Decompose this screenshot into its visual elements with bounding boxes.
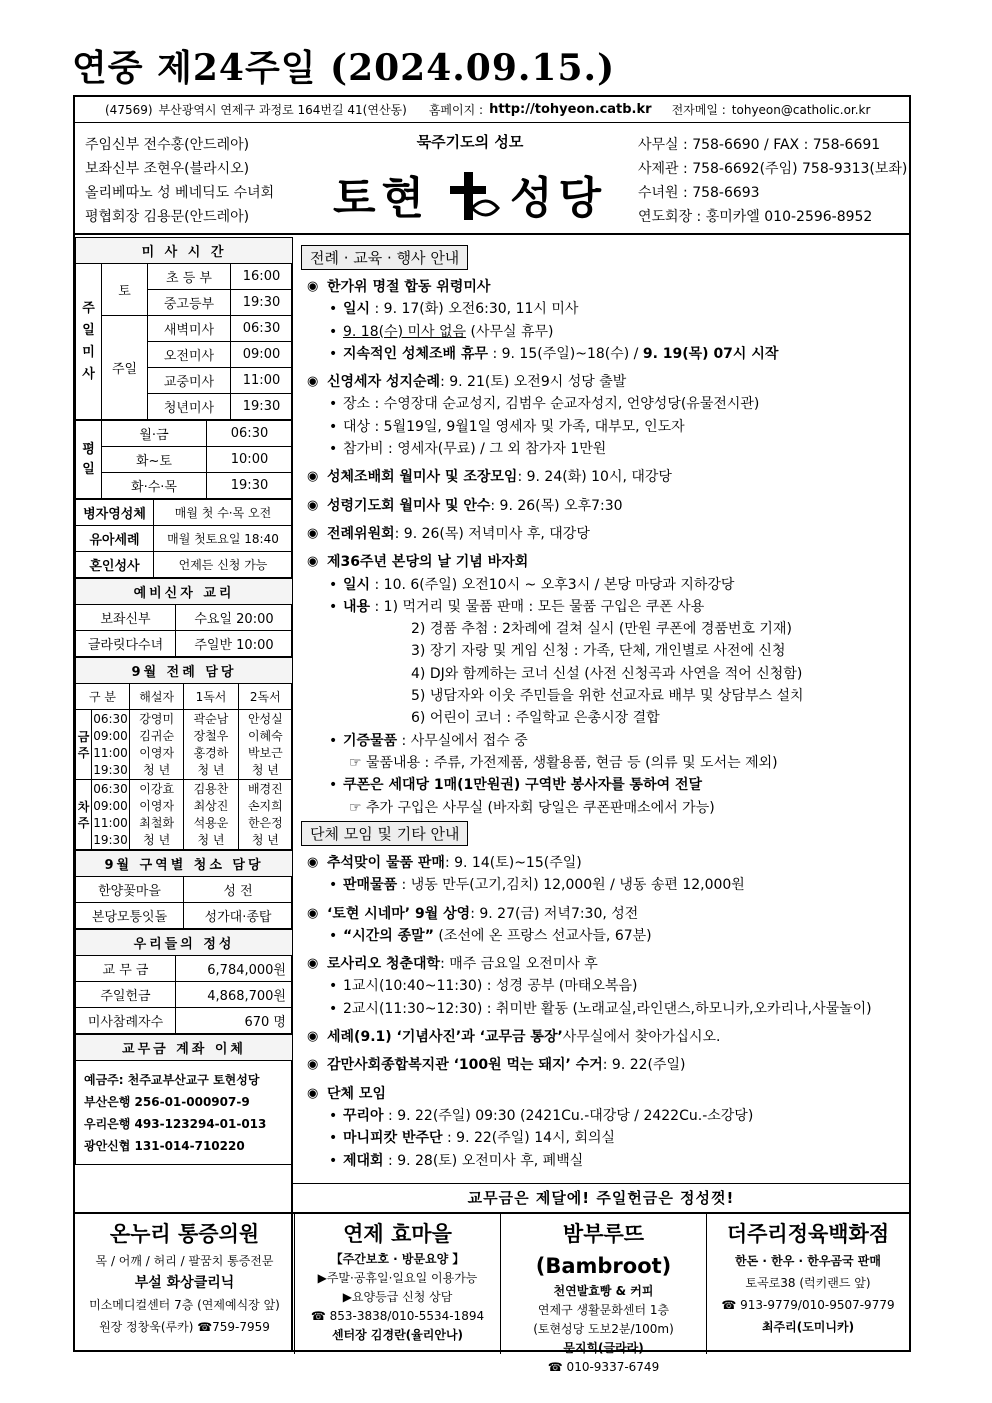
mass-time: 19:30 [231,394,293,420]
notice-item [307,1127,872,1149]
contact-line: 연도회장 : 홍미카엘 010-2596-8952 [638,209,873,225]
notice-item-text: 1교시(10:40~11:30) : 성경 공부 (마태오복음) [343,978,638,995]
mass-name: 오전미사 [148,342,231,368]
mass-name: 새벽미사 [148,316,231,342]
liturgy-notices [307,276,804,819]
page-title: 연중 제24주일 (2024.09.15.) [72,47,616,89]
person: 청 년 [197,832,225,847]
account-title: 교무금 계좌 이체 [76,1035,293,1061]
bullet-circle-icon: ◉ [307,554,319,570]
church-logo [320,162,620,226]
commentator-cell [130,710,184,780]
mass-name: 교중미사 [148,368,231,394]
staff-line: 올리베따노 성 베네딕도 수녀회 [85,185,275,201]
notice-item-key: 일시 [343,576,371,593]
cleaning-area: 한양꽃마을 [76,877,184,903]
notice-heading-text: 제36주년 본당의 날 기념 바자회 [327,554,529,571]
mass-name: 청년미사 [148,394,231,420]
person: 최철화 [139,815,175,830]
bank-account: 부산은행 256-01-000907-9 [84,1094,250,1109]
notice-heading-detail: : 9. 21(토) 오전9시 성당 출발 [440,374,627,391]
ad-line: ▶요양등급 신청 상담 [342,1290,453,1304]
street-address: 부산광역시 연제구 과정로 164번길 41(연산동) [158,103,407,117]
account-info [76,1061,293,1165]
notice-subitem: 5) 냉담자와 이웃 주민들을 위한 선교자료 배부 및 상담부스 설치 [411,688,804,705]
offering-title: 우리들의 정성 [76,930,293,956]
notice-heading [307,276,804,298]
contact-line: 사제관 : 758-6692(주임) 758-9313(보좌) [638,161,908,177]
notice-item-text: : 9. 28(토) 오전미사 후, 폐백실 [383,1152,584,1169]
notice-heading [307,523,804,545]
time: 06:30 [93,781,128,796]
bullet-circle-icon: ◉ [307,1029,319,1045]
contact-line: 수녀원 : 758-6693 [638,185,760,201]
mass-time: 09:00 [231,342,293,368]
offering-value: 6,784,000원 [176,956,293,982]
notice-item [307,1150,872,1172]
ad-clinic [75,1214,295,1354]
ad-line: ▶주말·공휴일·일요일 이용가능 [317,1271,478,1285]
mass-schedule-table [75,237,293,420]
ad-line: 목 / 어깨 / 허리 / 팔꿈치 통증전문 [95,1254,274,1268]
catechumen-name: 글라릿다수녀 [76,631,176,657]
bank-account: 우리은행 493-123294-01-013 [84,1116,267,1131]
liturgy-header: 구 분 [76,684,130,710]
ad-bakery [501,1214,707,1374]
offering-value: 670 명 [176,1008,293,1034]
notice-item-text: 2교시(11:30~12:30) : 취미반 활동 (노래교실,라인댄스,하모니카,오카리나,사물놀이) [343,1000,872,1017]
ads-row [75,1212,909,1374]
notice-heading-detail: 사무실에서 찾아가십시오. [562,1029,721,1046]
notice-item [307,975,872,997]
person: 석용운 [193,815,229,830]
person: 청 년 [251,762,279,777]
week-label: 차주 [76,780,92,850]
bulletin-frame [73,95,911,1374]
notice-item [307,730,804,752]
left-column [75,237,293,1352]
ad-name: 연제 효마을 [343,1222,452,1246]
ad-line: 부설 화상클리닉 [134,1275,235,1291]
notice-heading-text: 추석맞이 물품 판매 [327,855,445,871]
logo-text-left: 토현 [332,173,430,224]
cross-fish-icon [438,164,502,224]
bullet-circle-icon: ◉ [307,905,319,921]
notice-heading [307,852,872,874]
notice-heading-text: 로사리오 청춘대학 [327,956,441,973]
bullet-circle-icon: ◉ [307,1057,319,1073]
notice-item [307,298,804,320]
time: 19:30 [93,832,128,847]
ad-line: 토곡로38 (럭키랜드 앞) [745,1276,871,1290]
notice-item [307,998,872,1020]
notice-subitem: 4) DJ와 함께하는 코너 신설 (사전 신청곡과 사연을 적어 신청함) [411,665,803,682]
offering-name: 교 무 금 [76,956,176,982]
notice-heading-text: 성체조배회 월미사 및 조장모임 [327,469,518,486]
liturgy-header: 1독서 [184,684,238,710]
contact-line: 사무실 : 758-6690 / FAX : 758-6691 [638,137,881,153]
mass-time: 11:00 [231,368,293,394]
mass-name: 초 등 부 [148,264,231,290]
ad-line: 한돈 · 한우 · 한우곰국 판매 [735,1254,881,1268]
time: 06:30 [93,711,128,726]
notice-item-key: 판매물품 [343,877,398,894]
offering-name: 미사참례자수 [76,1008,176,1034]
notice-item-key: 마니피캇 반주단 [343,1130,443,1147]
ad-name: 더주리정육백화점 [726,1222,890,1246]
person: 박보근 [247,745,283,760]
person: 한은정 [247,815,283,830]
notice-item-key: 기증물품 [343,732,398,749]
notice-heading [307,953,872,975]
bullet-circle-icon: ◉ [307,497,319,513]
mass-name: 화·수·목 [102,473,207,499]
homepage-link[interactable]: http://tohyeon.catb.kr [489,102,652,117]
notice-heading [307,495,804,517]
sunday-mass-label: 주일미사 [76,264,102,420]
account-holder: 예금주: 천주교부산교구 토현성당 [84,1072,260,1087]
cleaning-place: 성 전 [184,877,293,903]
bullet-circle-icon: ◉ [307,525,319,541]
person: 청 년 [197,762,225,777]
weekday-label: 평일 [76,421,102,499]
ad-name: 밤부루뜨(Bambroot) [535,1222,672,1278]
notice-heading [307,1083,872,1105]
person: 홍경하 [193,745,229,760]
person: 곽순남 [193,711,229,726]
liturgy-times [92,710,130,780]
notice-subitem: 2) 경품 추첨 : 2차례에 걸쳐 실시 (만원 쿠폰에 경품번호 기재) [411,621,792,638]
ad-line: 연제구 생활문화센터 1층 [537,1303,670,1317]
postal-code: (47569) [105,102,153,117]
notice-heading-text: 성령기도회 월미사 및 안수 [327,497,491,514]
liturgy-times [92,780,130,850]
section-title-groups: 단체 모임 및 기타 안내 [301,821,468,846]
notice-item [307,416,804,438]
contact-list [638,133,907,229]
person: 청 년 [251,832,279,847]
ad-line: 센터장 김경란(율리안나) [331,1328,464,1342]
sunday-label: 주일 [102,316,148,420]
liturgy-header: 해설자 [130,684,184,710]
notice-heading-text: 한가위 명절 합동 위령미사 [327,279,491,295]
time: 09:00 [93,798,128,813]
notice-item [307,874,872,896]
notice-item-text: (사무실 휴무) [466,323,554,340]
notice-heading [307,1054,872,1076]
notice-item-key: “시간의 종말” [343,927,434,944]
slogan-bar: 교무금은 제달에! 주일헌금은 정성껏! [293,1183,909,1212]
notice-heading-text: ‘토현 시네마’ 9월 상영 [327,905,471,922]
notice-heading-text: 신영세자 성지순례 [327,374,441,391]
notice-item-text: : 9. 22(주일) 14시, 회의실 [442,1130,616,1147]
ad-line: 천연발효빵 & 커피 [553,1284,654,1298]
notice-item [307,774,804,796]
notice-item-text: : 사무실에서 접수 중 [397,732,528,749]
cleaning-table [75,850,293,929]
mass-time: 19:30 [231,290,293,316]
reading1-cell [184,710,238,780]
mass-time: 16:00 [231,264,293,290]
sacrament-name: 병자영성체 [76,500,154,526]
notice-item [307,321,804,343]
catechumen-title: 예비신자 교리 [76,579,293,605]
sacrament-value: 매월 첫 수·목 오전 [154,500,293,526]
bullet-circle-icon: ◉ [307,279,319,294]
notice-heading-detail: : 9. 26(목) 오후7:30 [490,497,623,514]
ad-line: ☎ 853-3838/010-5534-1894 [310,1309,485,1323]
notice-heading-text: 단체 모임 [327,1085,386,1102]
catechumen-value: 주일반 10:00 [176,631,293,657]
staff-line: 평협회장 김용문(안드레아) [85,209,250,225]
notice-subitem: 6) 어린이 코너 : 주일학교 은총시장 결합 [411,710,660,727]
cleaning-place: 성가대·종탑 [184,903,293,929]
notice-item-key: 내용 [343,598,371,615]
mass-time: 19:30 [207,473,293,499]
offering-table [75,929,293,1034]
catechumen-table [75,578,293,657]
notice-item [307,596,804,618]
ad-line: 문지희(글라라) [563,1341,644,1355]
homepage-label: 홈페이지 : [428,103,484,117]
notice-item [307,343,804,365]
bullet-circle-icon: ◉ [307,855,319,870]
person: 청 년 [143,832,171,847]
cleaning-area: 본당모퉁잇돌 [76,903,184,929]
staff-line: 보좌신부 조현우(블라시오) [85,161,250,177]
notice-item-key: 제대회 [343,1152,384,1169]
staff-line: 주임신부 전수홍(안드레아) [85,137,250,153]
notice-heading [307,466,804,488]
mass-name: 중고등부 [148,290,231,316]
right-column [293,237,909,1183]
person: 배경진 [247,781,283,796]
ad-line: 미소메디컬센터 7층 (연제예식장 앞) [89,1298,280,1312]
email-label: 전자메일 : [671,103,726,117]
notice-item-key: 9. 19(목) 07시 시작 [642,345,779,362]
notice-note: ☞ 추가 구입은 사무실 (바자회 당일은 쿠폰판매소에서 가능) [349,799,715,816]
catechumen-name: 보좌신부 [76,605,176,631]
notice-item [307,438,804,460]
person: 이강효 [139,781,175,796]
sacrament-value: 언제든 신청 가능 [154,552,293,578]
person: 최상진 [193,798,229,813]
liturgy-header: 2독서 [238,684,292,710]
notice-item-key: 지속적인 성체조배 휴무 [343,345,488,362]
sacrament-table [75,499,293,578]
person: 청 년 [143,762,171,777]
notice-heading-detail: : 9. 27(금) 저녁7:30, 성전 [470,905,639,922]
person: 손지희 [247,798,283,813]
mass-time: 10:00 [207,447,293,473]
mass-name: 화~토 [102,447,207,473]
time: 09:00 [93,728,128,743]
notice-item-key: 쿠폰은 세대당 1매(1만원권) 구역반 봉사자를 통하여 전달 [343,777,703,794]
bank-account: 광안신협 131-014-710220 [84,1138,245,1153]
cleaning-title: 9월 구역별 청소 담당 [76,851,293,877]
time: 19:30 [93,762,128,777]
notice-heading-text: 감만사회종합복지관 ‘100원 먹는 돼지’ 수거 [327,1057,603,1074]
sacrament-name: 혼인성사 [76,552,154,578]
notice-heading-detail: : 9. 26(목) 저녁미사 후, 대강당 [394,525,590,542]
person: 안성실 [247,711,283,726]
ad-line: 원장 정창욱(루카) ☎759-7959 [99,1320,270,1334]
notice-item-text: : 1) 먹거리 및 물품 판매 : 모든 물품 구입은 쿠폰 사용 [370,598,705,615]
notice-heading [307,371,804,393]
catechumen-value: 수요일 20:00 [176,605,293,631]
ad-line: 최주리(도미니카) [761,1320,855,1334]
liturgy-title: 9월 전례 담당 [76,658,293,684]
group-notices [307,852,872,1172]
liturgy-table [75,657,293,850]
bullet-circle-icon: ◉ [307,1085,319,1101]
offering-value: 4,868,700원 [176,982,293,1008]
ad-butcher [707,1214,909,1354]
bullet-circle-icon: ◉ [307,374,319,390]
notice-item-text: : 9. 22(주일) 09:30 (2421Cu.-대강당 / 2422Cu.-소강당) [383,1107,754,1124]
reading2-cell [238,780,292,850]
staff-list [85,133,274,229]
notice-heading-text: 전례위원회 [327,525,395,542]
person: 이영자 [139,798,175,813]
person: 이영자 [139,745,175,760]
logo-text-right: 성당 [510,173,608,224]
bullet-circle-icon: ◉ [307,469,319,485]
notice-item-text: : 9. 15(주일)~18(수) / [488,345,643,362]
email-link[interactable]: tohyeon@catholic.or.kr [731,102,871,117]
ad-line: ☎ 010-9337-6749 [547,1360,660,1374]
person: 김귀순 [139,728,175,743]
header [75,123,909,235]
weekday-mass-table [75,420,293,499]
ad-name: 온누리 통증의원 [109,1222,260,1246]
person: 이혜숙 [247,728,283,743]
church-logo-block [320,127,620,227]
notice-heading-detail: : 9. 24(화) 10시, 대강당 [517,469,672,486]
section-title-liturgy: 전례 · 교육 · 행사 안내 [301,245,468,270]
notice-note: ☞ 물품내용 : 주류, 가전제품, 생활용품, 현금 등 (의류 및 도서는 제외) [349,754,778,771]
mass-name: 월·금 [102,421,207,447]
person: 강영미 [139,711,175,726]
account-table [75,1034,293,1165]
ad-line: (토현성당 도보2분/100m) [533,1322,674,1336]
notice-item-text: 참가비 : 영세자(무료) / 그 외 참가자 1만원 [343,441,607,458]
mass-time: 06:30 [231,316,293,342]
person: 장철우 [193,728,229,743]
prayer-heading: 묵주기도의 성모 [416,133,524,151]
notice-heading-detail: : 매주 금요일 오전미사 후 [440,956,598,973]
ad-care-center [295,1214,501,1354]
time: 11:00 [93,815,128,830]
notice-item-text: : 냉동 만두(고기,김치) 12,000원 / 냉동 송편 12,000원 [397,877,745,894]
notice-heading-detail: : 9. 22(주일) [602,1057,686,1074]
ad-line: 【주간보호 · 방문요양 】 [330,1252,465,1266]
week-label: 금주 [76,710,92,780]
notice-item-text: : 10. 6(주일) 오전10시 ~ 오후3시 / 본당 마당과 지하강당 [370,576,735,593]
notice-heading [307,1026,872,1048]
notice-item-text: (조선에 온 프랑스 선교사들, 67분) [433,927,652,944]
notice-subitem: 3) 장기 자랑 및 게임 신청 : 가족, 단체, 개인별로 사전에 신청 [411,643,786,660]
sacrament-value: 매월 첫토요일 18:40 [154,526,293,552]
notice-item [307,393,804,415]
mass-title: 미 사 시 간 [76,238,293,264]
notice-item [307,1105,872,1127]
bullet-circle-icon: ◉ [307,956,319,972]
notice-heading-text: 세례(9.1) ‘기념사진’과 ‘교무금 통장’ [327,1029,563,1046]
reading2-cell [238,710,292,780]
reading1-cell [184,780,238,850]
person: 김용찬 [193,781,229,796]
time: 11:00 [93,745,128,760]
notice-item-text: : 9. 17(화) 오전6:30, 11시 미사 [370,301,579,318]
notice-item-text: 장소 : 수영장대 순교성지, 김범우 순교자성지, 언양성당(유물전시관) [343,396,760,413]
notice-heading [307,903,872,925]
mass-time: 06:30 [207,421,293,447]
commentator-cell [130,780,184,850]
notice-item [307,925,872,947]
notice-item-key: 일시 [343,301,371,318]
notice-item [307,574,804,596]
offering-name: 주일헌금 [76,982,176,1008]
address-bar [75,97,909,123]
notice-heading-detail: : 9. 14(토)~15(주일) [444,855,582,871]
ad-line: ☎ 913-9779/010-9507-9779 [721,1298,895,1312]
notice-heading [307,551,804,573]
notice-item-underlined: 9. 18(수) 미사 없음 [343,323,467,340]
sacrament-name: 유아세례 [76,526,154,552]
notice-item-key: 꾸리아 [343,1107,384,1124]
notice-item-text: 대상 : 5월19일, 9월1일 영세자 및 가족, 대부모, 인도자 [343,418,685,435]
saturday-label: 토 [102,264,148,316]
